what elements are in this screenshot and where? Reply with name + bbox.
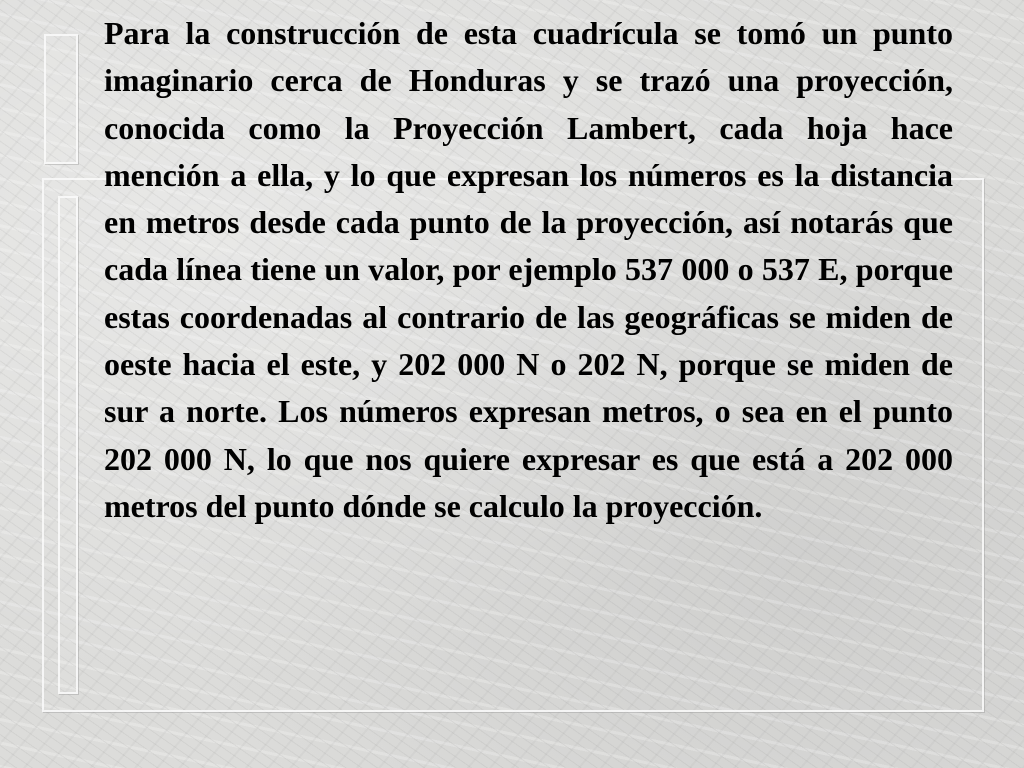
slide-body-text: Para la construcción de esta cuadrícula se tomó un punto imaginario cerca de Honduras y se trazó una proyección, conocida como la Proyección Lambert, cada hoja hace mención a ella, y lo que expresan los números es la distancia en metros desde cada punto de la proyección, así notarás que cada línea tiene un valor, por ejemplo 537 000 o 537 E, porque estas coordenadas al contrario de las geográficas se miden de oeste hacia el este, y 202 000 N o 202 N, porque se miden de sur a norte. Los números expresan metros, o sea en el punto 202 000 N, lo que nos quiere expresar es que está a 202 000 metros del punto dónde se calculo la proyección. — [104, 15, 953, 524]
decorative-bar-top — [44, 34, 78, 164]
decorative-bar-side — [58, 196, 78, 694]
